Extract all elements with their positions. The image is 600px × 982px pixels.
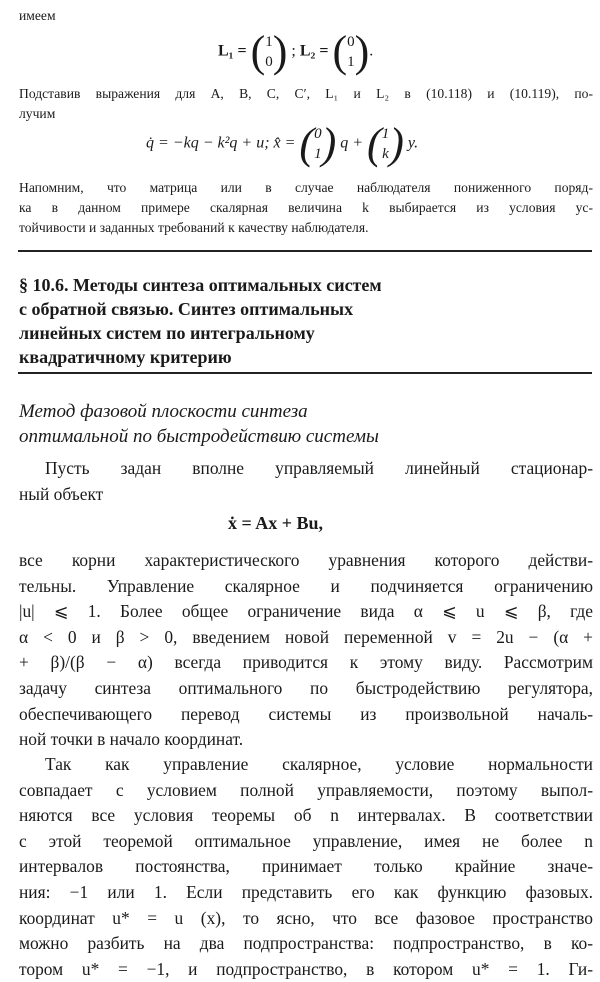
divider-top [18,250,592,252]
formula-observer: q̇ = −kq − k²q + u; x̂ = (0 1) q + (1 k) y. [146,119,419,168]
heading-line: § 10.6. Методы синтеза оптимальных систем [19,275,382,295]
text-line: задачу синтеза оптимального по быстродействию регулятора, [19,677,593,698]
observer-matrix-2: (1 k) [367,119,404,168]
top-word: имеем [19,8,56,23]
divider-bottom [18,372,592,374]
paragraph-object [19,456,593,507]
text-line: α < 0 и β > 0, введением новой переменной v = 2u − (α + [19,626,593,647]
text-line: тойчивости и заданных требований к качеству наблюдателя. [19,220,369,235]
text-line: совпадает с условием полной управляемости, поэтому выпол- [19,779,593,800]
paragraph-substitution [19,84,593,124]
paragraph-scalar-control [19,752,593,982]
text-line: ный объект [19,483,104,504]
paragraph-reminder [19,178,593,238]
subheading-line: оптимальной по быстродействию системы [19,426,379,447]
text-line: Подставив выражения для A, B, C, C′, L₁ и L₂ в (10.118) и (10.119), по- [19,86,593,101]
l1-matrix: (1 0) [250,27,288,76]
heading-line: линейных систем по интегральному [19,323,315,343]
subheading [19,399,579,449]
formula-l1-l2: L₁ = (1 0) ; L₂ = (0 1). [218,27,374,76]
heading-line: с обратной связью. Синтез оптимальных [19,299,354,319]
heading-line: квадратичному критерию [19,347,232,367]
l2-label: L₂ = [299,42,329,60]
text-line: |u| ⩽ 1. Более общее ограничение вида α ⩽ u ⩽ β, где [19,601,593,622]
text-line: с этой теоремой оптимальное управление, имея не более n [19,830,593,851]
text-line: лучим [19,106,56,121]
observer-matrix-1: (0 1) [299,119,337,168]
l2-matrix: (0 1) [332,27,370,76]
text-line: тором u* = −1, и подпространство, в котором u* = 1. Ги- [19,958,593,979]
text-line: Так как управление скалярное, условие нормальности [45,754,593,774]
text-line: можно разбить на два подпространства: подпространство, в ко- [19,933,593,954]
text-line: тельны. Управление скалярное и подчиняется ограничению [19,575,593,596]
l1-label: L₁ = [218,42,247,60]
text-line: ной точки в начало координат. [19,729,244,750]
text-line: интервалов постоянства, принимает только крайние значе- [19,856,593,877]
text-line: ка в данном примере скалярная величина k выбирается из условия ус- [19,200,593,215]
text-line: Напомним, что матрица или в случае наблюдателя пониженного поряд- [19,180,593,195]
section-heading [19,273,579,369]
paragraph-roots [19,548,593,753]
text-line: + β)/(β − α) всегда приводится к этому виду. Рассмотрим [19,652,593,673]
text-line: координат u* = u (x), то ясно, что все фазовое пространство [19,907,593,928]
text-line: все корни характеристического уравнения которого действи- [19,550,593,570]
subheading-line: Метод фазовой плоскости синтеза [19,401,308,422]
text-line: ния: −1 или 1. Если представить его как функцию фазовых. [19,881,593,902]
text-line: обеспечивающего перевод системы из произвольной началь- [19,703,593,724]
text-line: няются все условия теоремы об n интервалах. В соответствии [19,805,593,826]
formula-state-equation: ẋ = Ax + Bu, [228,513,324,533]
text-line: Пусть задан вполне управляемый линейный стационар- [45,458,593,478]
